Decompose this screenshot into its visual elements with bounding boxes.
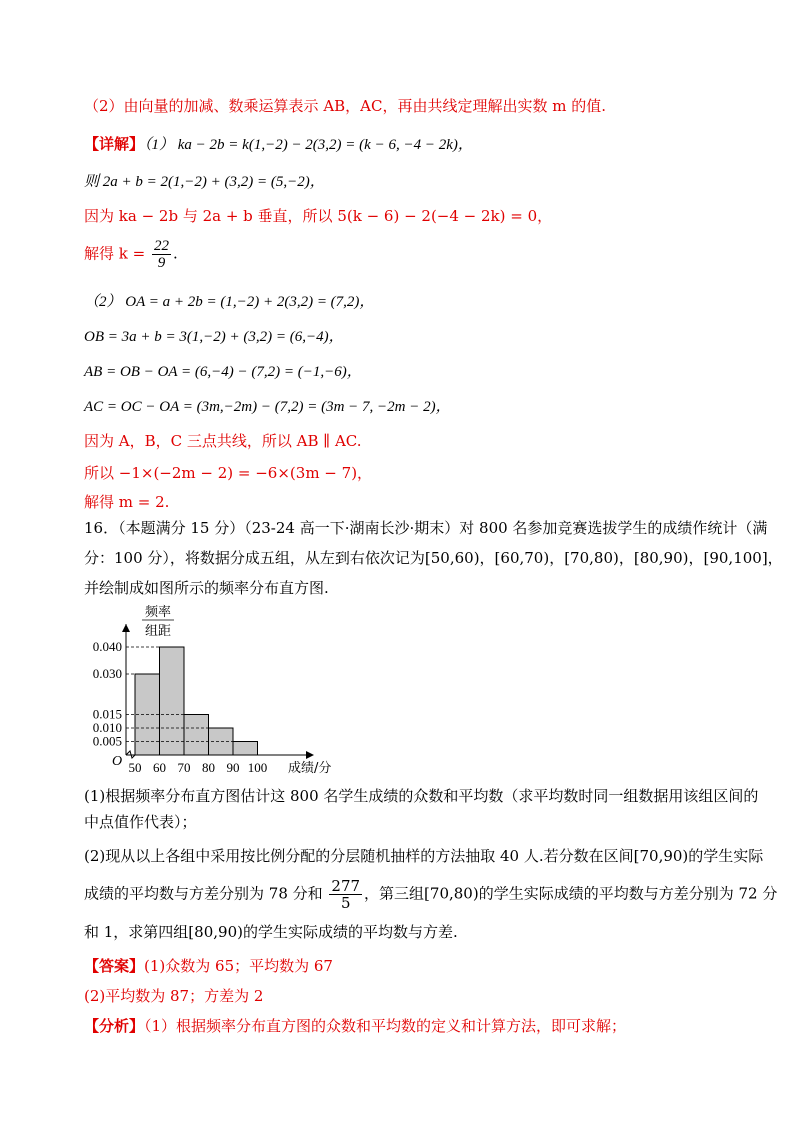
q2-text-pre: 成绩的平均数与方差分别为 78 分和 [84, 884, 323, 903]
histogram-layer [93, 604, 332, 776]
analysis-line [84, 1016, 626, 1036]
answer-1: (1)众数为 65；平均数为 67 [144, 957, 333, 975]
x-tick-label: 80 [202, 760, 215, 775]
detail-line-4 [84, 238, 178, 271]
x-tick-label: 60 [153, 760, 166, 775]
q2-text-post: ，第三组[70,80)的学生实际成绩的平均数与方差分别为 72 分 [364, 884, 778, 903]
detail-eq-10: 所以 −1×(−2m − 2) = −6×(3m − 7)， [84, 464, 373, 482]
answer-line-1 [84, 956, 333, 976]
detail-line-7 [84, 361, 362, 382]
y-tick-label: 0.030 [92, 666, 122, 681]
analysis-text: （1）根据频率分布直方图的众数和平均数的定义和计算方法，即可求解； [144, 1017, 627, 1035]
x-tick-label: 90 [226, 760, 240, 775]
variance-numerator: 277 [331, 877, 361, 895]
variance-denominator: 5 [340, 894, 351, 912]
detail-eq-11: 解得 m = 2. [84, 493, 170, 511]
detail-eq-9: 因为 A，B，C 三点共线，所以 AB ∥ AC. [84, 432, 362, 450]
detail-line-10 [84, 463, 372, 483]
question-1-line-2: 中点值作代表）； [84, 813, 197, 831]
y-axis-label-bottom: 组距 [144, 624, 172, 639]
histogram-bar [160, 647, 185, 755]
detail-eq-6: OB = 3a + b = 3(1,−2) + (3,2) = (6,−4)， [84, 329, 344, 345]
y-axis-arrow [122, 624, 130, 632]
problem-16-line-1: 16．（本题满分 15 分）（23-24 高一下·湖南长沙·期末）对 800 名参加竞赛选拔学生的成绩作统计（满 [84, 519, 768, 537]
detail-eq-8: AC = OC − OA = (3m,−2m) − (7,2) = (3m − 7, −2m − 2)， [84, 399, 451, 415]
frequency-histogram [78, 600, 338, 780]
k-fraction [152, 238, 171, 271]
detail-line-2 [84, 171, 325, 192]
k-numerator: 22 [153, 238, 169, 254]
histogram-bar [184, 715, 209, 756]
y-axis-label-top: 频率 [144, 605, 172, 620]
question-2-line-3: 和 1，求第四组[80,90)的学生实际成绩的平均数与方差. [84, 923, 458, 941]
k-period: . [172, 244, 178, 263]
x-axis-label: 成绩/分 [288, 761, 332, 776]
detail-line-9 [84, 431, 362, 451]
problem-16-line-3: 并绘制成如图所示的频率分布直方图. [84, 579, 329, 597]
k-denominator: 9 [157, 255, 166, 271]
x-axis-arrow [306, 751, 314, 759]
analysis-part2: （2）由向量的加减、数乘运算表示 AB，AC，再由共线定理解出实数 m 的值. [84, 97, 607, 115]
detail-line-6 [84, 326, 344, 347]
solve-k-prefix: 解得 k = [84, 244, 146, 263]
x-tick-label: 70 [177, 760, 191, 775]
origin-label: O [112, 754, 123, 769]
x-tick-label: 100 [247, 760, 268, 775]
question-2-line-1: (2)现从以上各组中采用按比例分配的分层随机抽样的方法抽取 40 人.若分数在区间[70,90)的学生实际 [84, 847, 764, 865]
detail-line-8 [84, 396, 451, 417]
detail-line-11 [84, 492, 169, 512]
detail-line-3 [84, 206, 552, 226]
histogram-bar [233, 742, 258, 756]
answer-line-2: (2)平均数为 87；方差为 2 [84, 987, 264, 1005]
detail-eq-2: 则 2a + b = 2(1,−2) + (3,2) = (5,−2)， [84, 174, 325, 190]
question-2-line-2 [84, 878, 777, 911]
y-tick-label: 0.005 [92, 733, 122, 749]
analysis-tag: 【分析】 [84, 1017, 145, 1035]
x-tick-label: 50 [128, 760, 142, 775]
detail-eq-5: （2） OA = a + 2b = (1,−2) + 2(3,2) = (7,2)， [84, 294, 375, 310]
variance-fraction [329, 878, 362, 911]
detail-tag: 【详解】 [84, 135, 145, 153]
detail-eq-1: （1） ka − 2b = k(1,−2) − 2(3,2) = (k − 6, −4 − 2k)， [144, 137, 473, 153]
problem-16-line-2: 分：100 分），将数据分成五组，从左到右依次记为[50,60)，[60,70)，[70,80)，[80,90)，[90,100]， [84, 549, 783, 567]
question-1-line-1: (1)根据频率分布直方图估计这 800 名学生成绩的众数和平均数（求平均数时同一组数据用该组区间的 [84, 787, 759, 805]
detail-line-5 [84, 291, 374, 312]
y-tick-label: 0.040 [92, 639, 122, 654]
answer-tag: 【答案】 [84, 957, 145, 975]
y-tick-label: 0.015 [92, 706, 122, 722]
detail-eq-7: AB = OB − OA = (6,−4) − (7,2) = (−1,−6)， [84, 364, 362, 380]
y-tick-label: 0.010 [92, 720, 122, 735]
detail-line-1 [84, 134, 473, 155]
detail-eq-3: 因为 ka − 2b 与 2a + b 垂直，所以 5(k − 6) − 2(−4 − 2k) = 0， [84, 207, 553, 225]
